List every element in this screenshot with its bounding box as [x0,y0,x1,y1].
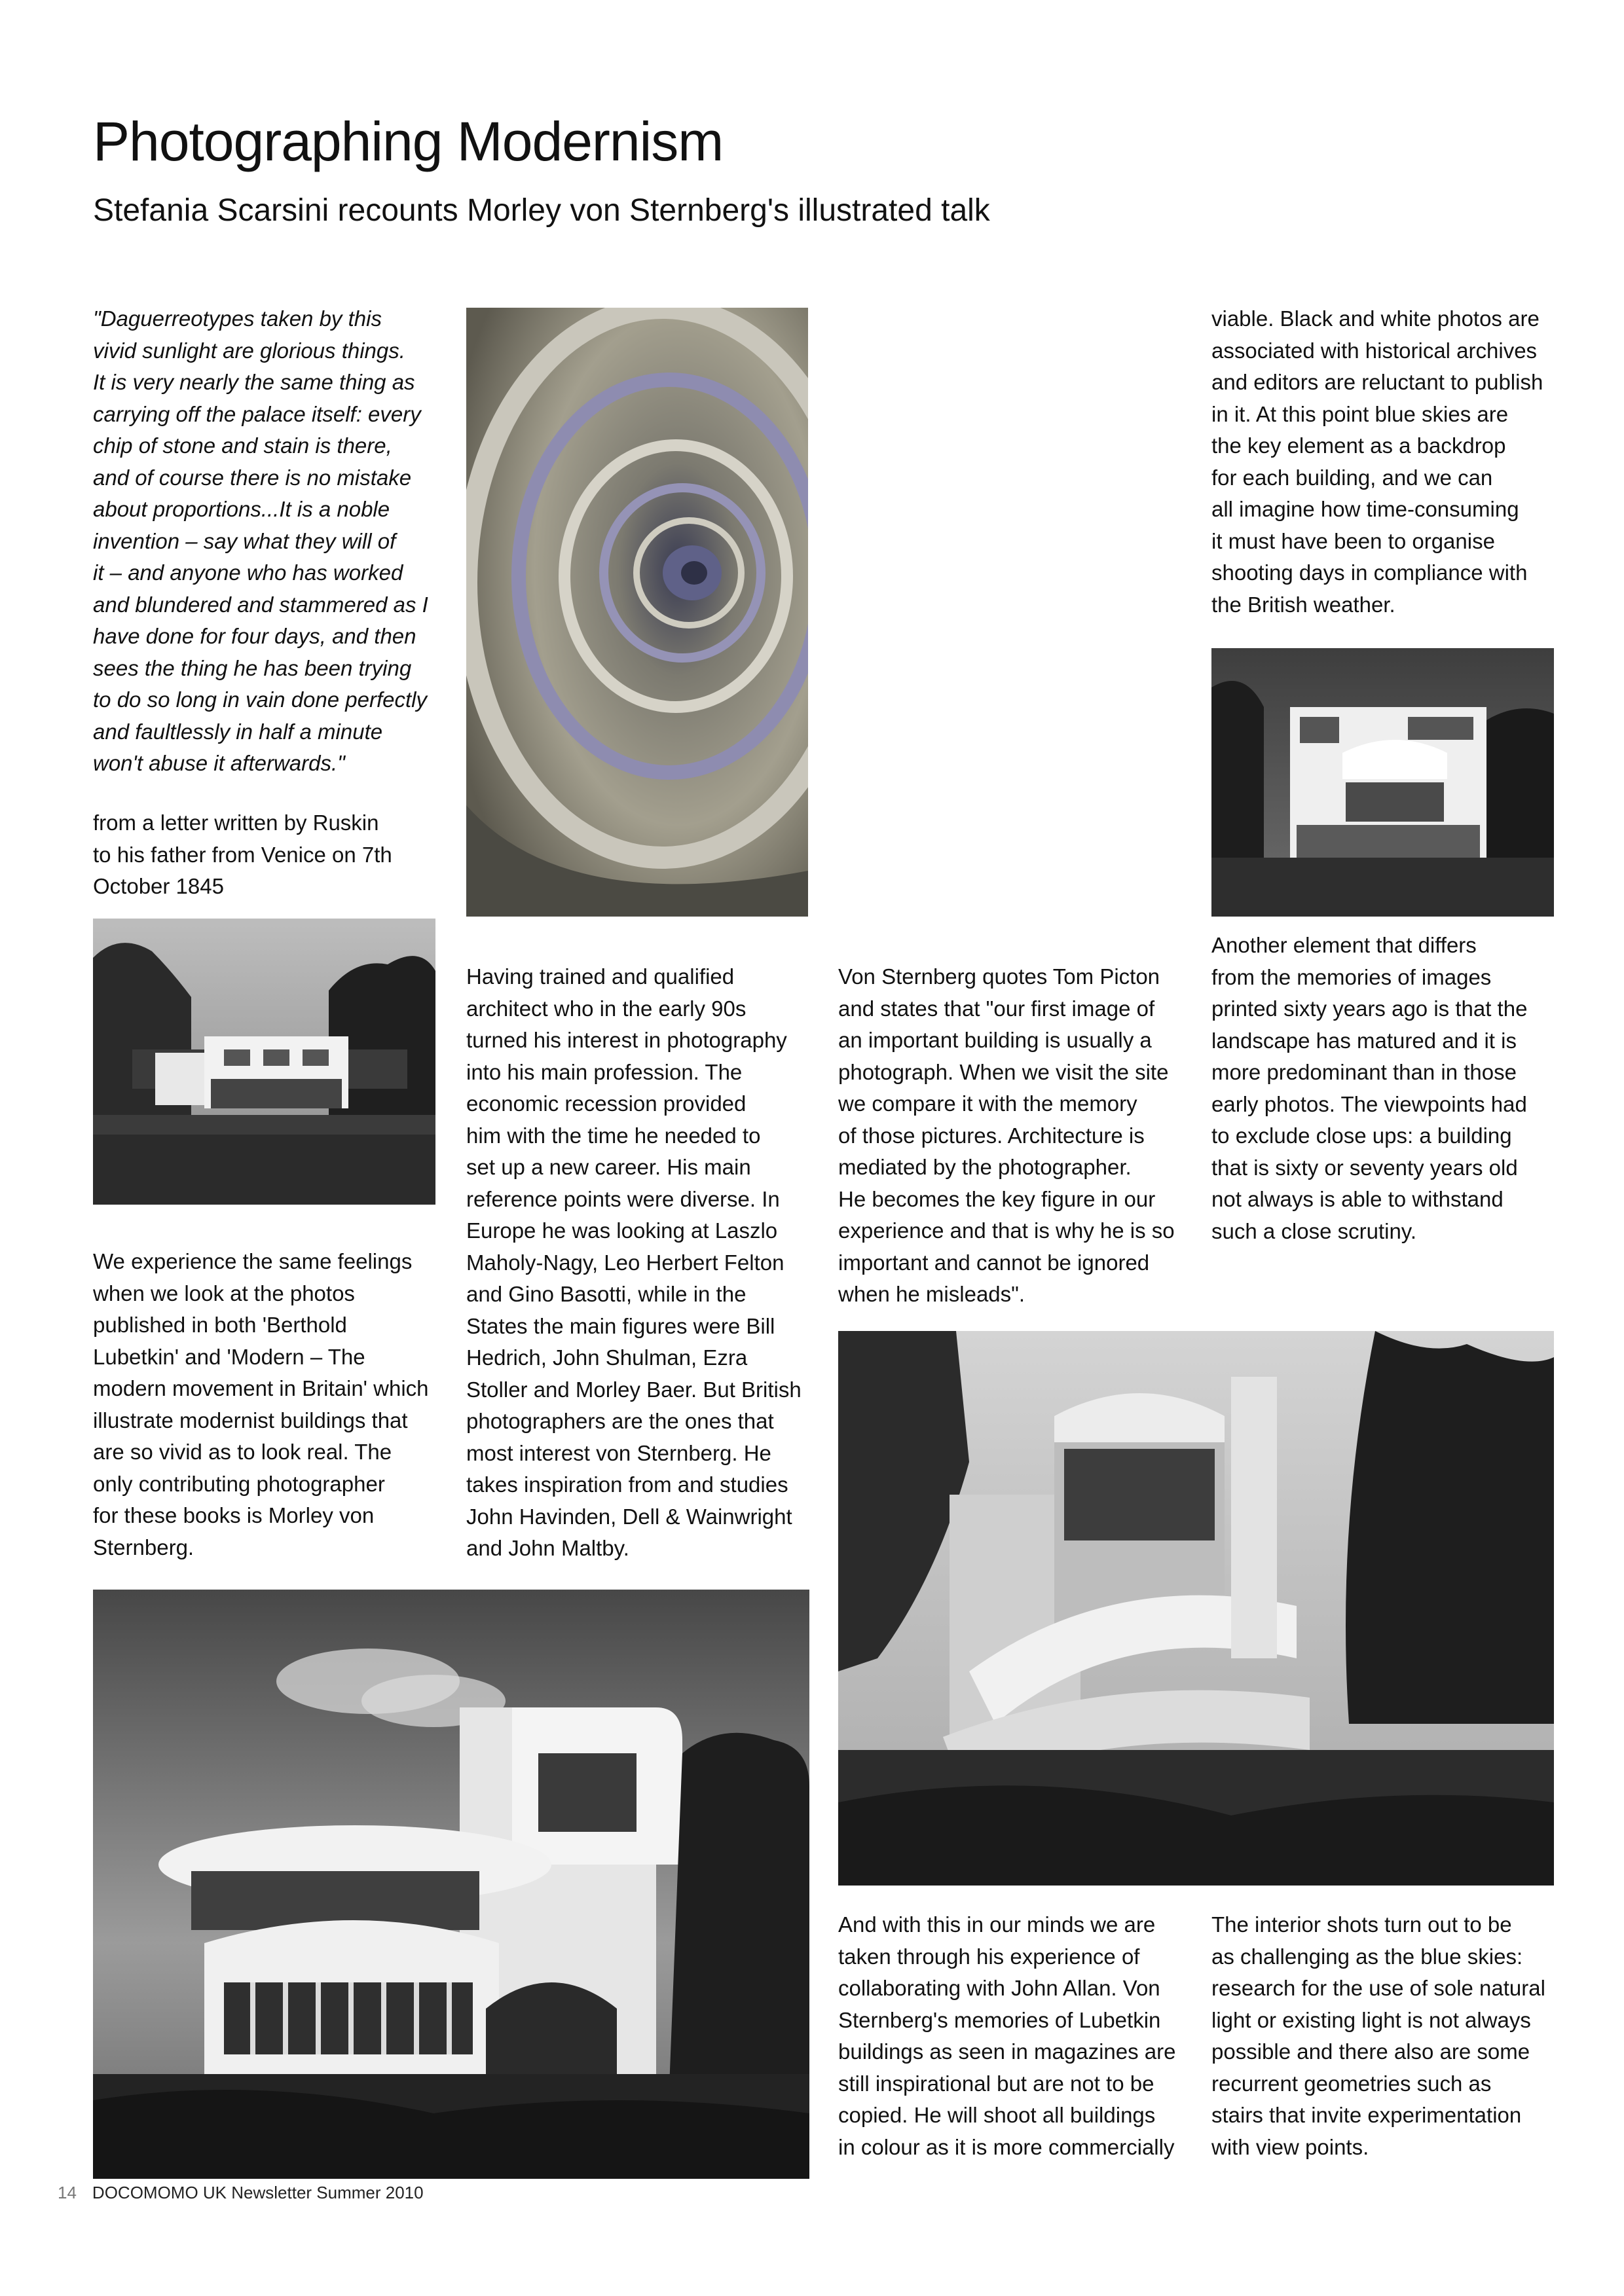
col2-paragraph: Having trained and qualified architect who in the early 90s turned his interest in photography into his main profession. The economic recession provided him with the time he needed to set up a new career. His main reference points were diverse. In Europe he was looking at Laszlo Maholy-Nagy, Leo Herbert Felton and Gino Basotti, while in the States the main figures were Bill Hedrich, John Shulman, Ezra Stoller and Morley Baer. But British photographers are the ones that most interest von Sternberg. He takes inspiration from and studies John Havinden, Dell & Wainwright and John Maltby. [466,964,802,1560]
photo-spiral-staircase [466,308,808,917]
photo-white-villa-lawn [1211,648,1554,917]
col3-paragraph-2: And with this in our minds we are taken through his experience of collaborating with John Allan. Von Sternberg's memories of Lubetkin buildings as seen in magazines are still inspirational but are not to be copied. He will shoot all buildings in colour as it is more commercially [838,1912,1176,2159]
article-subtitle: Stefania Scarsini recounts Morley von Sternberg's illustrated talk [93,193,990,228]
quote-attribution: from a letter written by Ruskin to his father from Venice on 7th October 1845 [93,811,392,898]
col4-paragraph-3: The interior shots turn out to be as challenging as the blue skies: research for the use of sole natural light or existing light is not always possible and there also are some recurrent geometries such as stairs that invite experimentation with view points. [1211,1912,1545,2159]
page-footer [58,2183,424,2203]
publication-name: DOCOMOMO UK Newsletter Summer 2010 [92,2183,424,2202]
col1-paragraph: We experience the same feelings when we look at the photos published in both 'Berthold Lubetkin' and 'Modern – The modern movement in Britain' which illustrate modernist buildings that are so vivid as to look real. The only contributing photographer for these books is Morley von Sternberg. [93,1249,429,1559]
col4-paragraph-1: viable. Black and white photos are associated with historical archives and editors are reluctant to publish in it. At this point blue skies are the key element as a backdrop for each building, and we can all imagine how time-consuming it must have been to organise shooting days in compliance with the British weather. [1211,306,1543,617]
article-title: Photographing Modernism [93,111,724,172]
col3-paragraph-1: Von Sternberg quotes Tom Picton and states that "our first image of an important building is usually a photograph. When we visit the site we compare it with the memory of those pictures. Architecture is mediated by the photographer. He becomes the key figure in our experience and that is why he is so important and cannot be ignored when he misleads". [838,964,1175,1306]
col4-paragraph-2: Another element that differs from the memories of images printed sixty years ago is that the landscape has matured and it is more predominant than in those early photos. The viewpoints had to exclude close ups: a building that is sixty or seventy years old not always is able to withstand such a close scrutiny. [1211,933,1528,1243]
photo-spiral-ramp-house [838,1331,1554,1886]
ruskin-quote: "Daguerreotypes taken by this vivid sunlight are glorious things. It is very nearly the same thing as carrying off the palace itself: every chip of stone and stain is there, and of course there is no mistake about proportions...It is a noble invention – say what they will of it – and anyone who has worked and blundered and stammered as I have done for four days, and then sees the thing he has been trying to do so long in vain done perfectly and faultlessly in half a minute won't abuse it afterwards." [93,306,428,775]
photo-white-house-trees [93,919,435,1205]
photo-curved-balcony-house [93,1590,809,2179]
page-number: 14 [58,2183,77,2202]
